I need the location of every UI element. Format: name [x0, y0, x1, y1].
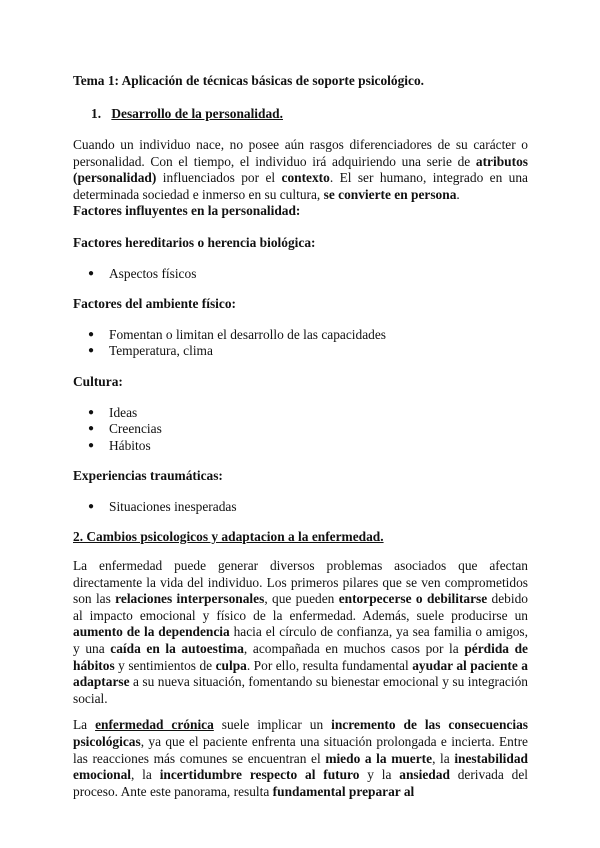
section-1-body — [73, 137, 528, 800]
list-hereditary — [73, 266, 528, 283]
text-run: y sentimientos de — [114, 657, 216, 673]
bullet-icon: ● — [88, 328, 95, 340]
text-run: , la — [131, 767, 160, 783]
text-run: Cuando un individuo nace, no posee aún rasgos diferenciadores de su carácter o personalidad. Con el tiempo, el individuo irá adquiriendo una serie de — [73, 137, 528, 169]
group-heading-culture: Cultura: — [73, 373, 123, 389]
page-title: Tema 1: Aplicación de técnicas básicas de soporte psicológico. — [73, 73, 424, 88]
bold-text-run: aumento de la dependencia — [73, 624, 230, 640]
bold-text-run: culpa — [215, 657, 247, 673]
bullet-icon: ● — [88, 406, 95, 418]
text-run: , la — [432, 750, 455, 766]
list-trauma — [73, 499, 528, 516]
text-run: y la — [359, 767, 400, 783]
bold-text-run: ayudar al paciente a adaptarse — [73, 657, 528, 690]
list-item: ● Creencias — [88, 421, 162, 437]
text-run: suele implicar un — [213, 717, 332, 733]
bullet-icon: ● — [88, 423, 95, 435]
text-run: , ya que el paciente enfrenta una situación prolongada e incierta. Entre las reacciones más comunes se encuentran el — [73, 734, 528, 766]
bold-text-run: fundamental preparar al — [272, 783, 415, 799]
text-run: . Por ello, resulta fundamental — [246, 657, 413, 673]
list-item: ● Hábitos — [88, 437, 151, 453]
bullet-icon: ● — [88, 267, 95, 279]
bold-text-run: entorpecerse o debilitarse — [338, 591, 488, 607]
group-heading-environment: Factores del ambiente físico: — [73, 296, 237, 312]
bold-text-run: incertidumbre respecto al futuro — [159, 767, 360, 783]
bullet-icon: ● — [88, 345, 95, 357]
text-run: . El ser humano, integrado en una determinada sociedad e inmerso en su cultura, — [73, 170, 528, 202]
bold-text-run: se convierte en persona — [323, 186, 457, 202]
text-run: La — [73, 717, 96, 733]
bold-text-run: pérdida de hábitos — [73, 641, 528, 673]
bold-text-run: miedo a la muerte — [325, 750, 433, 766]
intro-paragraph — [73, 137, 528, 203]
bullet-icon: ● — [88, 439, 95, 451]
text-run: a su nueva situación, fomentando su bienestar emocional y su integración social. — [73, 674, 528, 706]
section-2-paragraph-2 — [73, 717, 528, 800]
section-2-paragraph-1 — [73, 558, 528, 707]
text-run: influenciados por el — [156, 170, 282, 186]
section-1-title: Desarrollo de la personalidad. — [111, 106, 283, 121]
bold-text-run: caída en la autoestima — [110, 641, 244, 657]
list-item: ● Temperatura, clima — [88, 343, 213, 359]
bold-text-run: enfermedad crónica — [95, 717, 214, 733]
text-run: , acompañada en muchos casos por la — [243, 641, 465, 657]
factors-heading: Factores influyentes en la personalidad: — [73, 203, 301, 219]
bold-text-run: ansiedad — [399, 767, 450, 783]
bold-text-run: inestabilidad emocional — [73, 750, 528, 783]
group-heading-trauma: Experiencias traumáticas: — [73, 468, 223, 484]
section-1-number: 1. — [91, 106, 102, 121]
text-run: derivada del proceso. Ante este panorama, resulta — [73, 767, 528, 799]
bold-text-run: atributos (personalidad) — [73, 153, 528, 186]
bold-text-run: contexto — [281, 170, 330, 186]
bold-text-run: incremento de las consecuencias psicológicas — [73, 717, 528, 750]
text-run: . — [456, 186, 460, 202]
section-2-heading: 2. Cambios psicologicos y adaptacion a la enfermedad. — [73, 528, 384, 544]
bullet-icon: ● — [88, 500, 95, 512]
section-1-heading — [91, 106, 528, 123]
list-item: ● Ideas — [88, 404, 138, 420]
text-run: hacia el círculo de confianza, ya sea familia o amigos, y una — [73, 624, 528, 657]
bold-text-run: relaciones interpersonales — [115, 591, 265, 607]
list-environment — [73, 327, 528, 360]
text-run: debido al impacto emocional y físico de la enfermedad. Además, suele producirse un — [73, 591, 528, 623]
text-run: , que pueden — [264, 591, 339, 607]
list-item: ● Fomentan o limitan el desarrollo de las capacidades — [88, 326, 387, 342]
list-culture — [73, 405, 528, 455]
text-run: La enfermedad puede generar diversos problemas asociados que afectan directamente la vida del individuo. Los primeros pilares que se ven comprometidos son las — [73, 558, 528, 607]
list-item: ● Aspectos físicos — [88, 265, 197, 281]
list-item: ● Situaciones inesperadas — [88, 498, 237, 514]
group-heading-hereditary: Factores hereditarios o herencia biológica: — [73, 234, 316, 250]
